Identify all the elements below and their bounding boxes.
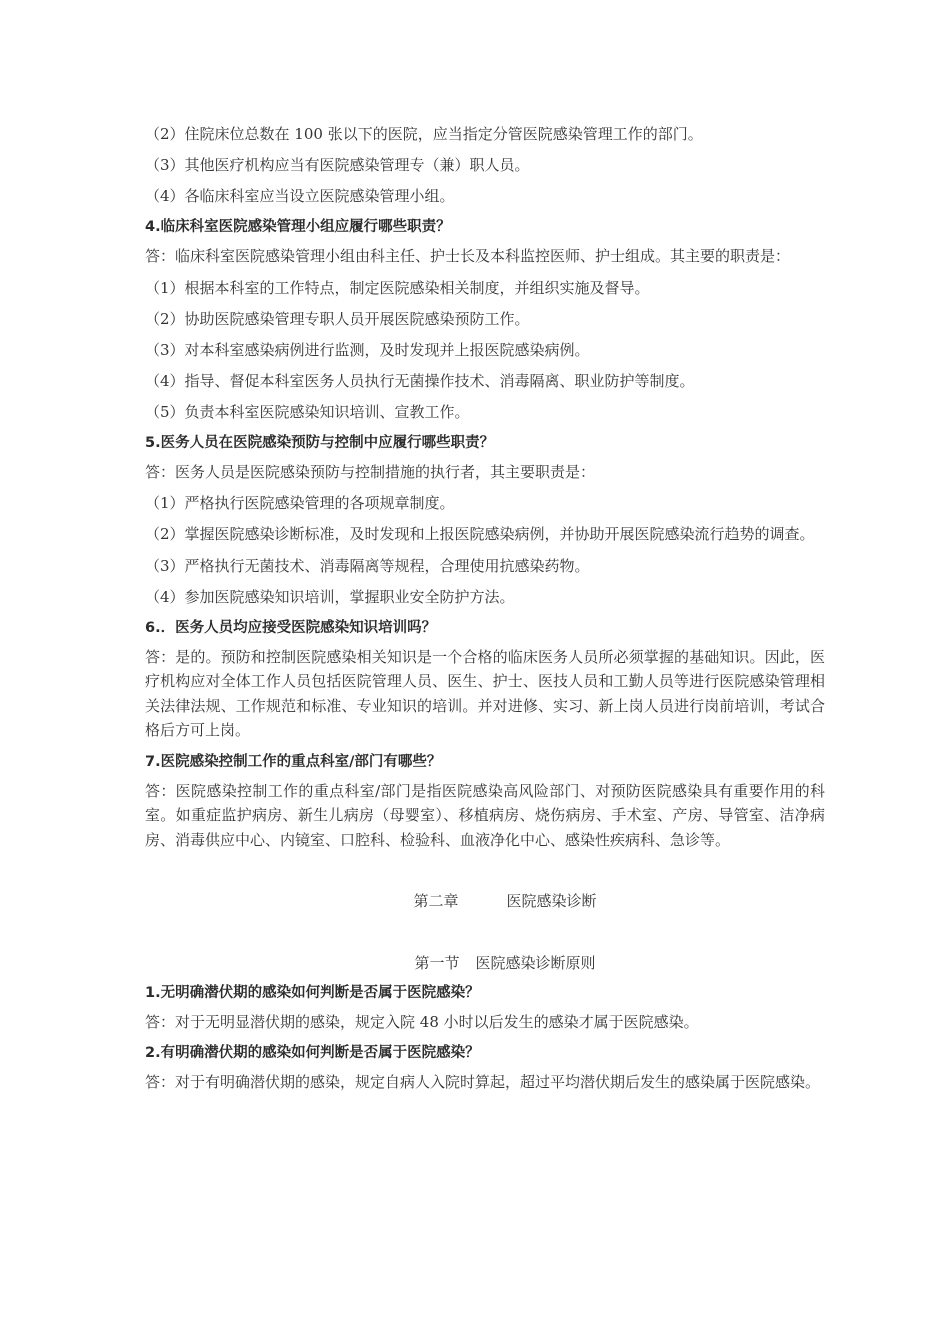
answer-text: 答：医院感染控制工作的重点科室/部门是指医院感染高风险部门、对预防医院感染具有重要作用的科室。如重症监护病房、新生儿病房（母婴室）、移植病房、烧伤病房、手术室、产房、导管室、洁净病房、消毒供应中心、内镜室、口腔科、检验科、血液净化中心、感染性疾病科、急诊等。 (145, 781, 825, 849)
section-title (145, 951, 825, 975)
list-item: （4）参加医院感染知识培训，掌握职业安全防护方法。 (145, 587, 515, 606)
list-item: （3）对本科室感染病例进行监测，及时发现并上报医院感染病例。 (145, 340, 590, 359)
paragraph-line: （4）各临床科室应当设立医院感染管理小组。 (145, 187, 455, 205)
section-name: 医院感染诊断原则 (475, 954, 596, 972)
question-heading: 6.．医务人员均应接受医院感染知识培训吗？ (145, 619, 437, 636)
list-item: （2）协助医院感染管理专职人员开展医院感染预防工作。 (145, 309, 530, 328)
chapter-number: 第二章 (413, 892, 459, 910)
chapter-name: 医院感染诊断 (506, 892, 597, 910)
chapter-title (145, 889, 825, 913)
paragraph-line: （3）其他医疗机构应当有医院感染管理专（兼）职人员。 (145, 156, 530, 174)
answer-text: 答：临床科室医院感染管理小组由科主任、护士长及本科监控医师、护士组成。其主要的职责是： (145, 247, 791, 265)
answer-text: 答：是的。预防和控制医院感染相关知识是一个合格的临床医务人员所必须掌握的基础知识。因此，医疗机构应对全体工作人员包括医院管理人员、医生、护士、医技人员和工勤人员等进行医院感染管理相关法律法规、工作规范和标准、专业知识的培训。并对进修、实习、新上岗人员进行岗前培训，考试合格后方可上岗。 (145, 647, 825, 739)
section-number: 第一节 (414, 954, 460, 972)
paragraph-line: （2）住院床位总数在 100 张以下的医院，应当指定分管医院感染管理工作的部门。 (145, 125, 703, 143)
question-heading: 5.医务人员在医院感染预防与控制中应履行哪些职责？ (145, 434, 495, 451)
answer-text: 答：对于无明显潜伏期的感染，规定入院 48 小时以后发生的感染才属于医院感染。 (145, 1013, 699, 1031)
question-heading: 7.医院感染控制工作的重点科室/部门有哪些？ (145, 753, 442, 770)
list-item: （2）掌握医院感染诊断标准，及时发现和上报医院感染病例，并协助开展医院感染流行趋势的调查。 (145, 525, 815, 543)
answer-text: 答：医务人员是医院感染预防与控制措施的执行者，其主要职责是： (145, 462, 596, 481)
list-item: （4）指导、督促本科室医务人员执行无菌操作技术、消毒隔离、职业防护等制度。 (145, 371, 695, 390)
list-item: （1）严格执行医院感染管理的各项规章制度。 (145, 494, 455, 512)
list-item: （1）根据本科室的工作特点，制定医院感染相关制度，并组织实施及督导。 (145, 278, 650, 297)
list-item: （3）严格执行无菌技术、消毒隔离等规程，合理使用抗感染药物。 (145, 556, 590, 575)
question-heading: 2.有明确潜伏期的感染如何判断是否属于医院感染？ (145, 1045, 480, 1061)
document-page (145, 122, 825, 1102)
question-heading: 4.临床科室医院感染管理小组应履行哪些职责？ (145, 219, 451, 235)
answer-text: 答：对于有明确潜伏期的感染，规定自病人入院时算起，超过平均潜伏期后发生的感染属于医院感染。 (145, 1073, 821, 1091)
list-item: （5）负责本科室医院感染知识培训、宣教工作。 (145, 402, 470, 421)
question-heading: 1.无明确潜伏期的感染如何判断是否属于医院感染？ (145, 985, 480, 1001)
